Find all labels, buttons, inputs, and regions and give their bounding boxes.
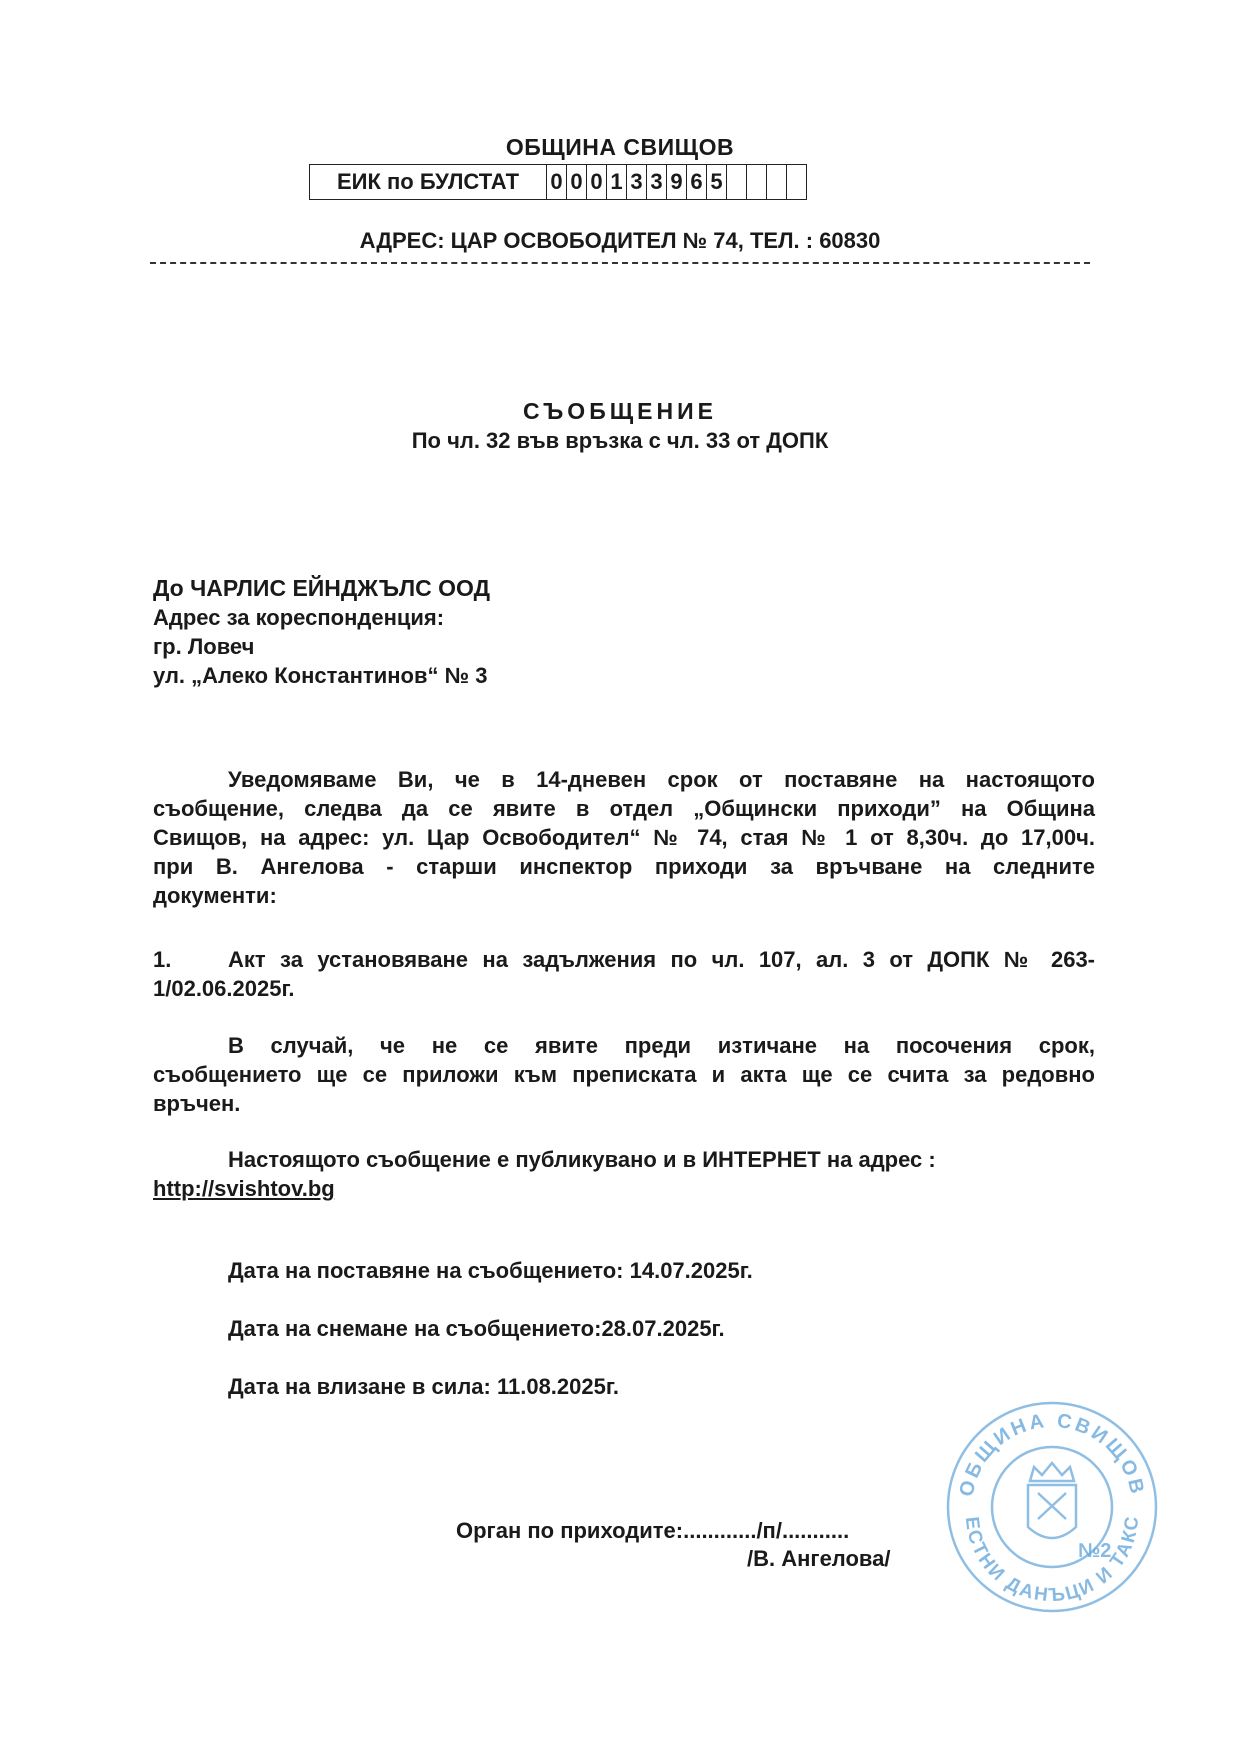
eik-digit [787, 165, 806, 199]
list-item-number: 1. [153, 947, 172, 972]
document-list-item [153, 945, 1095, 1003]
paragraph-line: Свищов, на адрес: ул. Цар Освободител“ № 74, стая № 1 от 8,30ч. до 17,00ч. [153, 825, 1095, 850]
notice-paragraph-1 [153, 765, 1095, 910]
paragraph-line: В случай, че не се явите преди изтичане на посочения срок, [228, 1033, 1095, 1058]
recipient-name: До ЧАРЛИС ЕЙНДЖЪЛС ООД [153, 575, 490, 601]
header-divider [150, 262, 1090, 264]
recipient-address-label: Адрес за кореспонденция: [153, 605, 445, 630]
eik-table [309, 164, 807, 200]
date-posted: Дата на поставяне на съобщението: 14.07.2025г. [228, 1258, 753, 1283]
notice-paragraph-2 [153, 1031, 1095, 1118]
list-item-line: Акт за установяване на задължения по чл. 107, ал. 3 от ДОПК № 263- [228, 947, 1095, 972]
notice-paragraph-3 [153, 1145, 1095, 1174]
list-item-line: 1/02.06.2025г. [153, 976, 295, 1001]
notice-subtitle: По чл. 32 във връзка с чл. 33 от ДОПК [411, 428, 829, 453]
eik-digit: 0 [587, 165, 607, 199]
eik-digit [747, 165, 767, 199]
eik-digit: 5 [707, 165, 727, 199]
stamp-number: №2 [1078, 1540, 1112, 1562]
eik-digit: 0 [547, 165, 567, 199]
paragraph-line: при В. Ангелова - старши инспектор приходи за връчване на следните [153, 854, 1095, 879]
header-address: АДРЕС: ЦАР ОСВОБОДИТЕЛ № 74, ТЕЛ. : 60830 [359, 228, 881, 253]
eik-digit: 6 [687, 165, 707, 199]
signatory-name: /В. Ангелова/ [747, 1546, 891, 1571]
eik-digit [727, 165, 747, 199]
paragraph-line: съобщението ще се приложи към преписката и акта ще се счита за редовно [153, 1062, 1095, 1087]
notice-title: СЪОБЩЕНИЕ [523, 398, 717, 424]
paragraph-line: Настоящото съобщение е публикувано и в ИНТЕРНЕТ на адрес : [228, 1147, 936, 1172]
paragraph-line: документи: [153, 883, 277, 908]
recipient-block [153, 574, 490, 690]
date-removed: Дата на снемане на съобщението:28.07.2025г. [228, 1316, 725, 1341]
stamp-bottom-text: ЕСТНИ ДАНЪЦИ И ТАКС [960, 1513, 1144, 1607]
stamp-top-text: ОБЩИНА СВИЩОВ [955, 1409, 1149, 1499]
recipient-city: гр. Ловеч [153, 634, 255, 659]
signature-line: Орган по приходите:............/п/........... [456, 1518, 850, 1543]
recipient-street: ул. „Алеко Константинов“ № 3 [153, 663, 488, 688]
paragraph-line: връчен. [153, 1091, 241, 1116]
eik-digit: 3 [627, 165, 647, 199]
eik-digit: 9 [667, 165, 687, 199]
eik-digit: 1 [607, 165, 627, 199]
official-stamp [942, 1397, 1162, 1617]
date-effective: Дата на влизане в сила: 11.08.2025г. [228, 1374, 619, 1399]
website-link[interactable]: http://svishtov.bg [153, 1176, 335, 1201]
eik-digit: 0 [567, 165, 587, 199]
eik-label: ЕИК по БУЛСТАТ [310, 165, 547, 199]
eik-digit [767, 165, 787, 199]
paragraph-line: Уведомяваме Ви, че в 14-дневен срок от поставяне на настоящото [228, 767, 1095, 792]
stamp-seal-icon [942, 1397, 1162, 1617]
paragraph-line: съобщение, следва да се явите в отдел „Общински приходи” на Община [153, 796, 1095, 821]
organization-name: ОБЩИНА СВИЩОВ [505, 134, 735, 160]
eik-digit: 3 [647, 165, 667, 199]
